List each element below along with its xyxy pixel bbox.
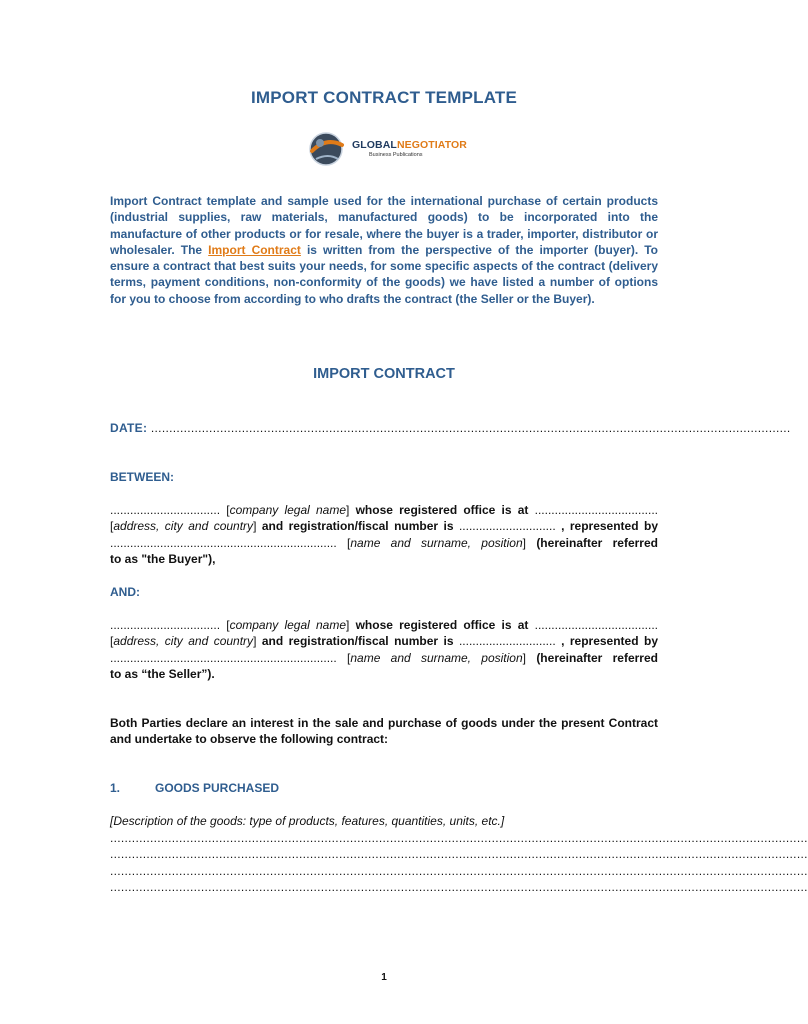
clause-1-number: 1. bbox=[110, 781, 121, 795]
intro-text-2: is written from the perspective of the importer (buyer). To ensure a contract that best suits your needs, for some specific aspects of the contract (delivery terms, payment conditions, non-conformity of the goods) we have listed a number of options for you to choose from according to who drafts the contract (the Seller or the Buyer). bbox=[110, 242, 659, 306]
company-placeholder: company legal name bbox=[229, 503, 347, 517]
intro-text-1: Import Contract template and sample used for the international purchase of certain products (industrial supplies, raw materials, manufactured goods) to be incorporated into the manufacture of other products or for resale, where the buyer is a trader, importer, distributor or wholesaler. The bbox=[110, 194, 658, 257]
address-placeholder: address, city and country bbox=[113, 634, 254, 649]
goods-fill-line-1: ................................................................................................................................................................................................ bbox=[110, 831, 808, 845]
contract-title: IMPORT CONTRACT bbox=[313, 366, 455, 382]
logo-brand-negotiator: NEGOTIATOR bbox=[396, 139, 467, 151]
buyer-line-3: .................................................................... [name and surname, position] (hereinafter referred bbox=[110, 535, 658, 550]
buyer-line-4 bbox=[110, 551, 658, 567]
intro-paragraph bbox=[110, 193, 658, 307]
import-contract-link[interactable]: Import Contract bbox=[208, 242, 301, 257]
goods-fill-line-4: ................................................................................................................................................................................................ bbox=[110, 880, 808, 894]
goods-fill-line-2: ................................................................................................................................................................................................ bbox=[110, 847, 808, 861]
seller-line-2: [address, city and country] and registration/fiscal number is ............................. , represented by bbox=[110, 634, 658, 649]
buyer-reference: to as "the Buyer"), bbox=[110, 551, 216, 566]
registration-text: and registration/fiscal number is bbox=[256, 634, 459, 649]
goods-fill-line-3: ................................................................................................................................................................................................ bbox=[110, 864, 808, 878]
buyer-party-block bbox=[110, 502, 658, 567]
and-label: AND: bbox=[110, 585, 140, 599]
seller-line-3: .................................................................... [name and surname, position] (hereinafter referred bbox=[110, 650, 658, 665]
logo-brand-global: GLOBAL bbox=[352, 139, 397, 151]
seller-line-1: ................................. [company legal name] whose registered office is at ..................................... bbox=[110, 618, 658, 632]
seller-reference: to as “the Seller”). bbox=[110, 666, 215, 681]
declaration-paragraph: Both Parties declare an interest in the sale and purchase of goods under the present Contract and undertake to observe the following contract: bbox=[110, 716, 658, 747]
name-placeholder: name and surname, position bbox=[350, 650, 523, 665]
hereinafter-text: (hereinafter referred bbox=[526, 535, 658, 550]
company-placeholder: company legal name bbox=[229, 618, 347, 632]
represented-text: , represented by bbox=[555, 634, 658, 649]
name-placeholder: name and surname, position bbox=[350, 535, 523, 550]
address-placeholder: address, city and country bbox=[113, 519, 254, 534]
seller-line-4 bbox=[110, 666, 658, 682]
date-label: DATE: bbox=[110, 421, 148, 435]
buyer-line-2: [address, city and country] and registration/fiscal number is ............................. , represented by bbox=[110, 519, 658, 534]
globe-logo-icon bbox=[306, 129, 350, 169]
registered-office-text: whose registered office is at bbox=[349, 503, 535, 517]
document-title: IMPORT CONTRACT TEMPLATE bbox=[250, 88, 518, 107]
date-line: DATE: ................................................................................................................................................................................ bbox=[110, 421, 791, 435]
buyer-line-1: ................................. [company legal name] whose registered office is at ..................................... bbox=[110, 503, 658, 517]
seller-party-block bbox=[110, 617, 658, 682]
hereinafter-text: (hereinafter referred bbox=[526, 650, 658, 665]
registration-text: and registration/fiscal number is bbox=[256, 519, 459, 534]
between-label: BETWEEN: bbox=[110, 470, 174, 484]
logo-brand-text bbox=[352, 139, 467, 151]
clause-1-title: GOODS PURCHASED bbox=[155, 781, 280, 795]
page-number: 1 bbox=[381, 972, 387, 983]
global-negotiator-logo bbox=[306, 129, 466, 169]
logo-subtitle: Business Publications bbox=[369, 152, 423, 158]
registered-office-text: whose registered office is at bbox=[349, 618, 535, 632]
represented-text: , represented by bbox=[555, 519, 658, 534]
goods-description-prompt: [Description of the goods: type of products, features, quantities, units, etc.] bbox=[110, 814, 505, 828]
